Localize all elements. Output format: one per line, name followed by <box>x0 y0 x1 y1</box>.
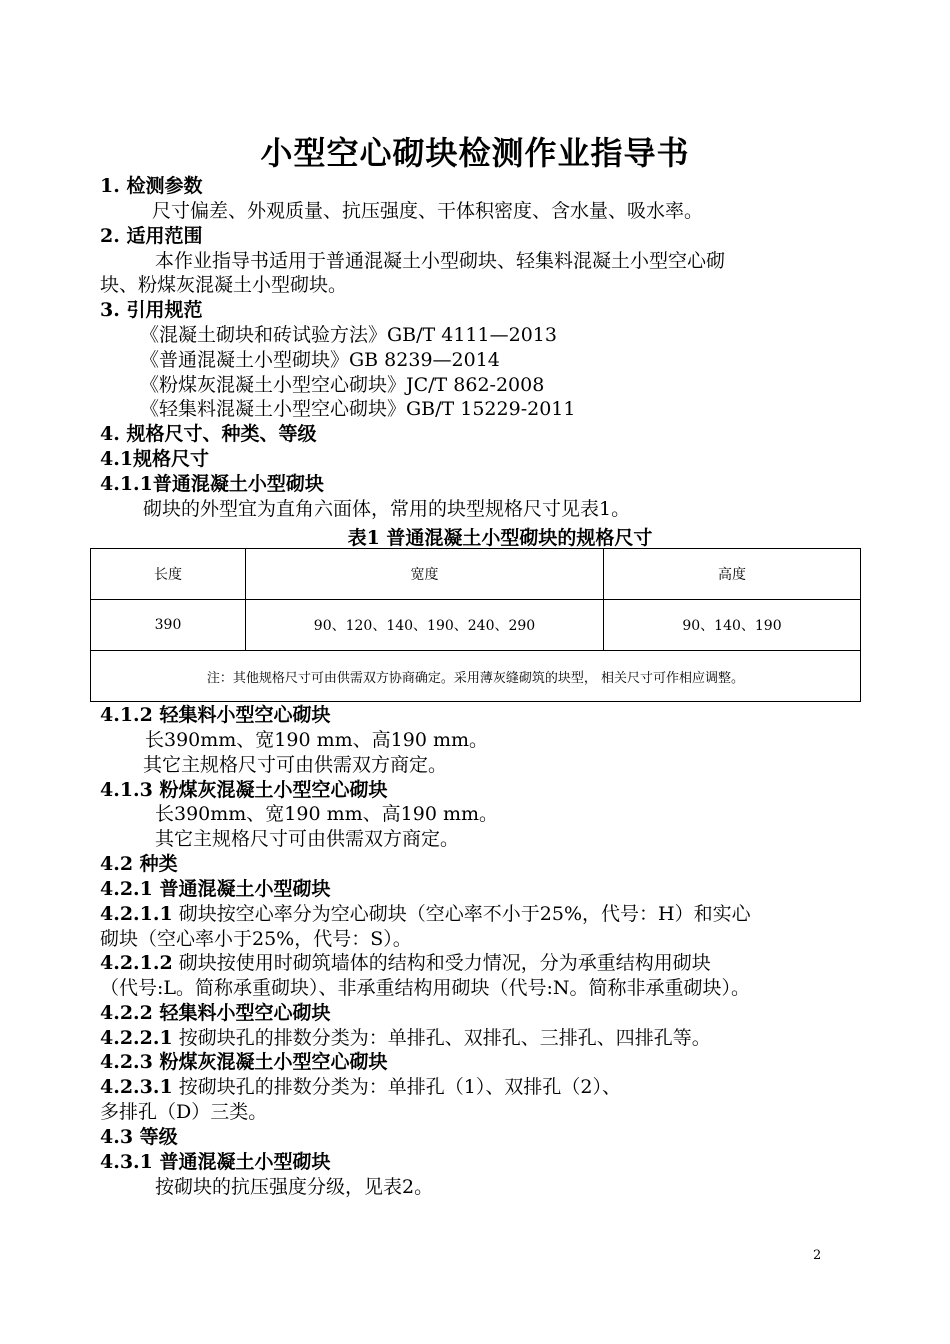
paragraph-line: 本作业指导书适用于普通混凝土小型砌块、轻集料混凝土小型空心砌 <box>155 250 726 272</box>
paragraph-line: 砌块（空心率小于25%，代号：S）。 <box>100 928 412 950</box>
clause-number: 4.2.2.1 <box>100 1027 173 1049</box>
subsection-heading: 4.3 等级 <box>100 1126 178 1148</box>
spec-table <box>90 548 861 702</box>
table-cell: 90、120、140、190、240、290 <box>246 600 604 651</box>
clause-text: 砌块按空心率分为空心砌块（空心率不小于25%，代号：H）和实心 <box>172 903 751 925</box>
page-number: 2 <box>813 1248 822 1263</box>
reference-line: 《轻集料混凝土小型空心砌块》GB/T 15229-2011 <box>140 398 576 420</box>
table-cell: 90、140、190 <box>604 600 861 651</box>
clause-number: 4.2.1.2 <box>100 952 173 974</box>
section-heading: 3. 引用规范 <box>100 299 203 321</box>
reference-line: 《普通混凝土小型砌块》GB 8239—2014 <box>140 349 500 371</box>
clause-text: 砌块按使用时砌筑墙体的结构和受力情况，分为承重结构用砌块 <box>172 952 711 974</box>
paragraph-line: 按砌块的抗压强度分级，见表2。 <box>155 1176 434 1198</box>
subsection-heading: 4.1规格尺寸 <box>100 448 210 470</box>
subsection-heading: 4.1.1普通混凝土小型砌块 <box>100 473 324 495</box>
paragraph-line <box>100 1026 711 1050</box>
reference-line: 《粉煤灰混凝土小型空心砌块》JC/T 862-2008 <box>140 374 545 396</box>
subsection-heading: 4.3.1 普通混凝土小型砌块 <box>100 1151 331 1173</box>
subsection-heading: 4.2.1 普通混凝土小型砌块 <box>100 878 331 900</box>
section-heading: 1. 检测参数 <box>100 175 203 197</box>
paragraph-line: 尺寸偏差、外观质量、抗压强度、干体积密度、含水量、吸水率。 <box>152 200 704 222</box>
paragraph-line: （代号:L。简称承重砌块）、非承重结构用砌块（代号:N。简称非承重砌块）。 <box>100 977 751 999</box>
subsection-heading: 4.2.3 粉煤灰混凝土小型空心砌块 <box>100 1051 388 1073</box>
document-title: 小型空心砌块检测作业指导书 <box>260 134 690 172</box>
reference-line: 《混凝土砌块和砖试验方法》GB/T 4111—2013 <box>140 324 557 346</box>
paragraph-line: 砌块的外型宜为直角六面体，常用的块型规格尺寸见表1。 <box>143 498 631 520</box>
table-row <box>91 600 861 651</box>
paragraph-line <box>100 902 751 926</box>
section-heading: 4. 规格尺寸、种类、等级 <box>100 423 317 445</box>
paragraph-line: 块、粉煤灰混凝土小型砌块。 <box>100 274 348 296</box>
subsection-heading: 4.2 种类 <box>100 853 178 875</box>
table-caption: 表1 普通混凝土小型砌块的规格尺寸 <box>347 527 653 549</box>
table-note: 注：其他规格尺寸可由供需双方协商确定。采用薄灰缝砌筑的块型， 相关尺寸可作相应调整。 <box>91 651 861 702</box>
table-cell: 390 <box>91 600 246 651</box>
table-header-cell: 长度 <box>91 549 246 600</box>
table-header-cell: 高度 <box>604 549 861 600</box>
subsection-heading: 4.1.3 粉煤灰混凝土小型空心砌块 <box>100 779 388 801</box>
subsection-heading: 4.1.2 轻集料小型空心砌块 <box>100 704 331 726</box>
table-header-cell: 宽度 <box>246 549 604 600</box>
clause-number: 4.2.1.1 <box>100 903 173 925</box>
paragraph-line: 其它主规格尺寸可由供需双方商定。 <box>143 754 448 776</box>
paragraph-line: 长390mm、宽190 mm、高190 mm。 <box>155 803 498 825</box>
clause-text: 按砌块孔的排数分类为：单排孔、双排孔、三排孔、四排孔等。 <box>172 1027 711 1049</box>
subsection-heading: 4.2.2 轻集料小型空心砌块 <box>100 1002 331 1024</box>
paragraph-line <box>100 951 711 975</box>
paragraph-line <box>100 1075 621 1099</box>
clause-number: 4.2.3.1 <box>100 1076 173 1098</box>
paragraph-line: 长390mm、宽190 mm、高190 mm。 <box>145 729 488 751</box>
table-note-row <box>91 651 861 702</box>
section-heading: 2. 适用范围 <box>100 225 203 247</box>
paragraph-line: 其它主规格尺寸可由供需双方商定。 <box>155 828 460 850</box>
table-header-row <box>91 549 861 600</box>
clause-text: 按砌块孔的排数分类为：单排孔（1）、双排孔（2）、 <box>172 1076 621 1098</box>
paragraph-line: 多排孔（D）三类。 <box>100 1101 268 1123</box>
